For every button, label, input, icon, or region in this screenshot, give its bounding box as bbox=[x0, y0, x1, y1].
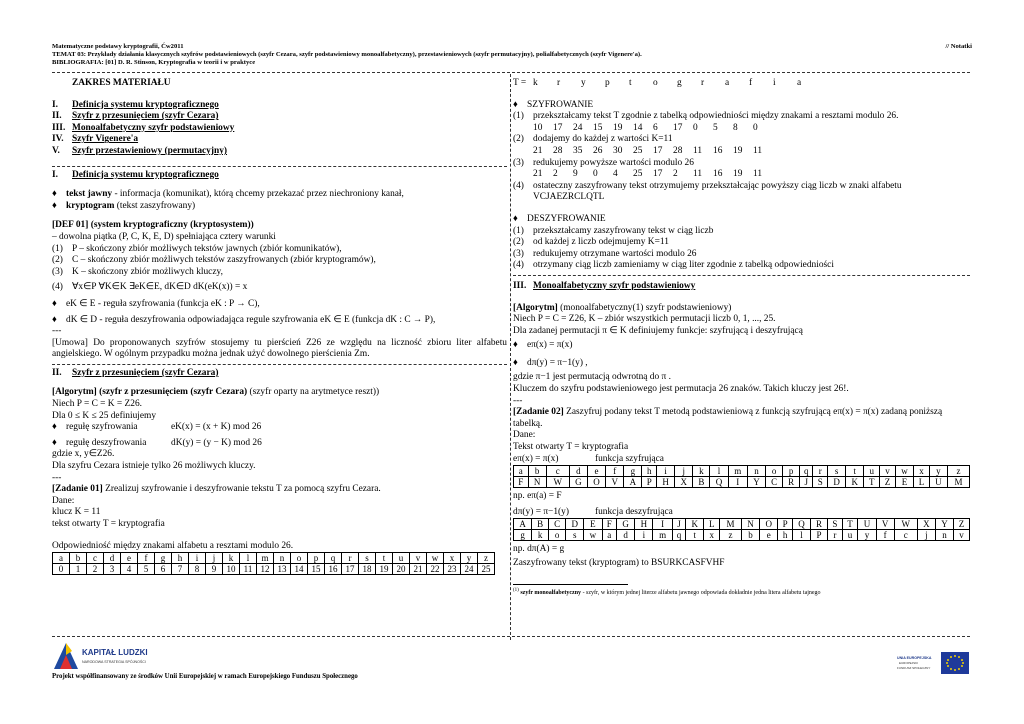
table-cell: 13 bbox=[274, 564, 291, 575]
sequence-value: 26 bbox=[593, 145, 603, 156]
table-cell: o bbox=[291, 553, 308, 564]
section-1-heading: I. Definicja systemu kryptograficznego bbox=[52, 169, 219, 180]
table-cell: X bbox=[917, 519, 935, 530]
table-cell: E bbox=[895, 477, 913, 488]
table-cell: S bbox=[813, 477, 828, 488]
sequence-value: 17 bbox=[553, 122, 563, 133]
table-cell: L bbox=[914, 477, 930, 488]
table-cell: V bbox=[876, 519, 894, 530]
condition-item: (1) P – skończony zbiór możliwych tekstów jawnych (zbiór komunikatów), bbox=[52, 243, 342, 254]
table-cell: j bbox=[675, 466, 693, 477]
table-cell: 2 bbox=[87, 564, 104, 575]
dec-step: (1) przekształcamy zaszyfrowany tekst w ciąg liczb bbox=[513, 225, 714, 236]
table-cell: g bbox=[514, 530, 532, 541]
table-cell: e bbox=[587, 466, 605, 477]
section-2-heading: II. Szyfr z przesunięciem (szyfr Cezara) bbox=[52, 367, 219, 378]
table-cell: o bbox=[549, 530, 566, 541]
sequence-value: 17 bbox=[673, 122, 683, 133]
table-cell: d bbox=[569, 466, 587, 477]
table-cell: O bbox=[760, 519, 778, 530]
table-cell: 19 bbox=[376, 564, 393, 575]
table-cell: P bbox=[778, 519, 793, 530]
table-cell: 24 bbox=[461, 564, 478, 575]
bullet-ciphertext: ♦ kryptogram (tekst zaszyfrowany) bbox=[52, 200, 196, 211]
column-divider bbox=[510, 74, 511, 640]
table-cell: T bbox=[864, 477, 880, 488]
table-cell: Q bbox=[792, 519, 810, 530]
table-cell: 21 bbox=[410, 564, 427, 575]
table-cell: L bbox=[704, 519, 720, 530]
table-cell: b bbox=[70, 553, 87, 564]
table-cell: h bbox=[172, 553, 189, 564]
table-cell: s bbox=[566, 530, 584, 541]
table-cell: 12 bbox=[257, 564, 274, 575]
header-divider bbox=[52, 72, 970, 73]
table-cell: 18 bbox=[359, 564, 376, 575]
caesar-algorithm-title: [Algorytm] (szyfr z przesunięciem (szyfr Cezara) (szyfr oparty na arytmetyce reszt)) bbox=[52, 387, 380, 398]
table-cell: b bbox=[741, 530, 759, 541]
sequence-value: a bbox=[725, 78, 730, 88]
task-1-plaintext: tekst otwarty T = kryptografia bbox=[52, 519, 165, 529]
table-cell: h bbox=[642, 466, 657, 477]
table-cell: X bbox=[675, 477, 693, 488]
table-cell: Z bbox=[954, 519, 970, 530]
eu-sub2: FUNDUSZ SPOŁECZNY bbox=[897, 666, 931, 670]
table-cell: k bbox=[532, 530, 549, 541]
sequence-value: 35 bbox=[573, 145, 583, 156]
ring-remark: [Umowa] Do proponowanych szyfrów stosujemy tu pierścień Z26 ze względu na liczność zbioru liter alfabetu angielskiego. W ogólnym przypadku można jednak użyć dowolnego pierścienia Zm. bbox=[52, 337, 507, 360]
enc-fn-caption: eπ(x) = π(x) funkcja szyfrująca bbox=[513, 453, 664, 464]
table-cell: Y bbox=[747, 477, 765, 488]
right-column bbox=[513, 78, 970, 599]
caesar-where: gdzie x, y∈Z26. bbox=[52, 449, 115, 460]
table-cell: B bbox=[693, 477, 710, 488]
sequence-value: 9 bbox=[573, 169, 578, 180]
table-cell: x bbox=[914, 466, 930, 477]
table-cell: J bbox=[800, 477, 813, 488]
task-1-key: klucz K = 11 bbox=[52, 507, 101, 518]
table-cell: W bbox=[546, 477, 569, 488]
table-cell: 0 bbox=[53, 564, 70, 575]
toc-item: V. Szyfr przestawieniowy (permutacyjny) bbox=[52, 145, 228, 156]
table-cell: u bbox=[842, 530, 858, 541]
separator: --- bbox=[52, 326, 62, 337]
sequence-value: k bbox=[533, 78, 538, 88]
table-cell: W bbox=[894, 519, 917, 530]
footnote: $^{(1)}$ szyfr monoalfabetyczny - szyfr, w którym jednej literze alfabetu jawnego odpowiada dokładnie jedna litera alfabetu tajnego bbox=[513, 587, 821, 596]
table-cell: 9 bbox=[206, 564, 223, 575]
table-cell: q bbox=[672, 530, 685, 541]
table-cell: P bbox=[811, 530, 828, 541]
table-cell: i bbox=[635, 530, 653, 541]
table-cell: r bbox=[828, 530, 843, 541]
mono-algorithm-title: [Algorytm] (monoalfabetyczny(1) szyfr podstawieniowy) bbox=[513, 302, 732, 313]
table-cell: K bbox=[846, 477, 864, 488]
table-cell: M bbox=[947, 477, 969, 488]
decryption-rule: ♦ dK ∈ D - reguła deszyfrowania odpowiadająca regule szyfrowania eK ∈ E (funkcja dK : C → P), bbox=[52, 314, 436, 325]
sequence-value: 11 bbox=[693, 169, 703, 180]
table-cell: f bbox=[606, 466, 624, 477]
table-cell: i bbox=[657, 466, 675, 477]
definition-title: [DEF 01] (system kryptograficzny (kryptosystem)) bbox=[52, 220, 254, 231]
table-cell: r bbox=[342, 553, 359, 564]
table-cell: m bbox=[728, 466, 747, 477]
table-cell: P bbox=[642, 477, 657, 488]
table-cell: j bbox=[917, 530, 935, 541]
table-cell: u bbox=[864, 466, 880, 477]
sequence-value: 6 bbox=[653, 122, 658, 133]
enc-step: (4) ostateczny zaszyfrowany tekst otrzymujemy przekształcając powyższy ciąg liczb w znaki alfabetu bbox=[513, 180, 902, 191]
sequence-value: 19 bbox=[613, 122, 623, 133]
sequence-value: 5 bbox=[713, 122, 718, 133]
task-2-given: Dane: bbox=[513, 430, 536, 441]
table-cell: c bbox=[546, 466, 569, 477]
caesar-keys: Dla szyfru Cezara istnieje tylko 26 możliwych kluczy. bbox=[52, 461, 256, 472]
table-cell: U bbox=[858, 519, 876, 530]
table-cell: s bbox=[828, 466, 846, 477]
table-cell: n bbox=[935, 530, 953, 541]
table-cell: a bbox=[602, 530, 617, 541]
table-cell: c bbox=[894, 530, 917, 541]
table-cell: 16 bbox=[325, 564, 342, 575]
bullet-plaintext: ♦ tekst jawny - informacja (komunikat), którą chcemy przekazać przez niechroniony kanał, bbox=[52, 189, 404, 200]
table-cell: U bbox=[929, 477, 947, 488]
cipher-result: VCJAEZRCLQTL bbox=[533, 192, 605, 203]
table-cell: 25 bbox=[478, 564, 495, 575]
table-cell: v bbox=[410, 553, 427, 564]
caesar-enc-rule: ♦ regułę szyfrowania eK(x) = (x + K) mod 26 bbox=[52, 422, 262, 433]
scope-title: ZAKRES MATERIAŁU bbox=[72, 78, 171, 88]
alphabet-number-table bbox=[52, 552, 495, 575]
sequence-value: a bbox=[797, 78, 802, 88]
sequence-value: 25 bbox=[633, 169, 643, 180]
table-cell: 11 bbox=[240, 564, 257, 575]
table-cell: t bbox=[846, 466, 864, 477]
sequence-value: 0 bbox=[693, 122, 698, 133]
caesar-for: Dla 0 ≤ K ≤ 25 definiujemy bbox=[52, 410, 157, 421]
footer-divider bbox=[52, 636, 970, 637]
sequence-value: 10 bbox=[533, 122, 543, 133]
sequence-value: y bbox=[581, 78, 586, 88]
mono-perm: Dla zadanej permutacji π ∈ K definiujemy funkcje: szyfrującą i deszyfrującą bbox=[513, 325, 803, 336]
table-cell: 15 bbox=[308, 564, 325, 575]
sequence-value: 0 bbox=[753, 122, 758, 133]
table-cell: 5 bbox=[138, 564, 155, 575]
table-cell: x bbox=[444, 553, 461, 564]
table-cell: x bbox=[704, 530, 720, 541]
table-cell: 10 bbox=[223, 564, 240, 575]
table-cell: n bbox=[274, 553, 291, 564]
encryption-permutation-table bbox=[513, 465, 970, 488]
table-cell: y bbox=[858, 530, 876, 541]
table-cell: i bbox=[189, 553, 206, 564]
table-cell: I bbox=[728, 477, 747, 488]
table-cell: N bbox=[741, 519, 759, 530]
correspondence-caption: Odpowiedniość między znakami alfabetu a resztami modulo 26. bbox=[52, 540, 294, 551]
table-cell: A bbox=[624, 477, 642, 488]
table-cell: Q bbox=[710, 477, 728, 488]
table-cell: z bbox=[947, 466, 969, 477]
table-cell: o bbox=[766, 466, 783, 477]
table-cell: 3 bbox=[104, 564, 121, 575]
table-cell: t bbox=[376, 553, 393, 564]
table-cell: 4 bbox=[121, 564, 138, 575]
table-cell: l bbox=[792, 530, 810, 541]
table-cell: k bbox=[693, 466, 710, 477]
task-2-plaintext: Tekst otwarty T = kryptografia bbox=[513, 442, 629, 453]
table-cell: h bbox=[778, 530, 793, 541]
table-cell: 1 bbox=[70, 564, 87, 575]
sequence-value: 30 bbox=[613, 145, 623, 156]
table-cell: a bbox=[514, 466, 529, 477]
table-cell: p bbox=[308, 553, 325, 564]
table-cell: C bbox=[549, 519, 566, 530]
table-cell: d bbox=[617, 530, 635, 541]
mono-let: Niech P = C = Z26, K – zbiór wszystkich permutacji liczb 0, 1, ..., 25. bbox=[513, 314, 776, 325]
dec-step: (3) redukujemy otrzymane wartości modulo 26 bbox=[513, 248, 697, 259]
left-column bbox=[52, 78, 507, 575]
sequence-value: r bbox=[557, 78, 561, 88]
sequence-value: g bbox=[677, 78, 682, 88]
table-cell: e bbox=[760, 530, 778, 541]
sequence-value: 8 bbox=[733, 122, 738, 133]
sequence-value: 2 bbox=[553, 169, 558, 180]
sequence-value: 17 bbox=[653, 145, 663, 156]
sequence-value: 17 bbox=[653, 169, 663, 180]
table-cell: R bbox=[811, 519, 828, 530]
table-cell: r bbox=[813, 466, 828, 477]
separator: --- bbox=[52, 472, 62, 483]
table-cell: y bbox=[461, 553, 478, 564]
number-row bbox=[513, 146, 970, 158]
table-cell: Y bbox=[935, 519, 953, 530]
condition-item: (4) ∀x∈P ∀K∈K ∃eK∈E, dK∈D dK(eK(x)) = x bbox=[52, 282, 248, 293]
table-cell: Z bbox=[880, 477, 896, 488]
table-cell: S bbox=[828, 519, 843, 530]
mono-key-count: Kluczem do szyfru podstawieniowego jest permutacja 26 znaków. Takich kluczy jest 26!. bbox=[513, 384, 849, 395]
table-cell: f bbox=[876, 530, 894, 541]
encryption-heading: ♦ SZYFROWANIE bbox=[513, 99, 594, 110]
table-cell: G bbox=[617, 519, 635, 530]
task-1: [Zadanie 01] Zrealizuj szyfrowanie i deszyfrowanie tekstu T za pomocą szyfru Cezara. bbox=[52, 484, 381, 495]
section-divider bbox=[52, 166, 507, 167]
table-cell: e bbox=[121, 553, 138, 564]
dec-example: np. dπ(A) = g bbox=[513, 544, 565, 555]
toc-item: IV. Szyfr Vigenere'a bbox=[52, 134, 139, 145]
table-cell: s bbox=[359, 553, 376, 564]
sequence-value: 14 bbox=[633, 122, 643, 133]
task-2-result: Zaszyfrowany tekst (kryptogram) to BSURKCASFVHF bbox=[513, 558, 725, 568]
table-cell: A bbox=[514, 519, 532, 530]
course-title: Matematyczne podstawy kryptografii, Ćw2011 bbox=[52, 43, 184, 50]
sequence-value: 24 bbox=[573, 122, 583, 133]
table-cell: v bbox=[880, 466, 896, 477]
table-cell: g bbox=[624, 466, 642, 477]
table-cell: J bbox=[672, 519, 685, 530]
table-cell: D bbox=[566, 519, 584, 530]
table-cell: p bbox=[783, 466, 800, 477]
table-cell: q bbox=[800, 466, 813, 477]
task-2: [Zadanie 02] Zaszyfruj podany tekst T metodą podstawieniową z funkcją szyfrującą eπ(x) = π(x) zadaną poniższą tabelką. bbox=[513, 407, 943, 429]
table-cell: u bbox=[393, 553, 410, 564]
toc-item: III. Monoalfabetyczny szyfr podstawieniowy bbox=[52, 122, 235, 133]
table-cell: g bbox=[155, 553, 172, 564]
sequence-value: 0 bbox=[593, 169, 598, 180]
table-cell: m bbox=[257, 553, 274, 564]
notes-label: // Notatki bbox=[945, 43, 972, 50]
separator: --- bbox=[513, 395, 523, 406]
table-cell: 22 bbox=[427, 564, 444, 575]
eu-logo bbox=[897, 650, 969, 676]
table-cell: D bbox=[828, 477, 846, 488]
sequence-value: 16 bbox=[713, 169, 723, 180]
dec-step: (4) otrzymany ciąg liczb zamieniamy w ciąg liter zgodnie z tabelką odpowiedniości bbox=[513, 260, 834, 271]
sequence-value: f bbox=[749, 78, 753, 88]
section-divider bbox=[52, 364, 507, 365]
eu-title: UNIA EUROPEJSKA bbox=[897, 656, 932, 660]
table-cell: j bbox=[206, 553, 223, 564]
table-cell: 20 bbox=[393, 564, 410, 575]
table-cell: q bbox=[325, 553, 342, 564]
table-cell: K bbox=[686, 519, 704, 530]
toc-item: I. Definicja systemu kryptograficznego bbox=[52, 99, 219, 110]
caesar-dec-rule: ♦ regułę deszyfrowania dK(y) = (y − K) mod 26 bbox=[52, 437, 262, 448]
sequence-value: 11 bbox=[693, 145, 703, 156]
table-cell: N bbox=[528, 477, 546, 488]
enc-step: (3) redukujemy powyższe wartości modulo 26 bbox=[513, 157, 694, 168]
sequence-value: 15 bbox=[593, 122, 603, 133]
table-cell: w bbox=[895, 466, 913, 477]
table-cell: M bbox=[720, 519, 742, 530]
table-cell: R bbox=[783, 477, 800, 488]
plaintext-spread: T = k r y p t o g r a f i a bbox=[513, 78, 970, 90]
sequence-value: 11 bbox=[753, 145, 763, 156]
table-cell: O bbox=[587, 477, 605, 488]
table-cell: t bbox=[686, 530, 704, 541]
sequence-value: r bbox=[701, 78, 705, 88]
table-cell: V bbox=[606, 477, 624, 488]
dec-fn-caption: dπ(y) = π−1(y) funkcja deszyfrująca bbox=[513, 506, 673, 517]
mono-enc-fn: ♦ eπ(x) = π(x) bbox=[513, 340, 573, 351]
table-cell: T bbox=[842, 519, 858, 530]
encryption-rule: ♦ eK ∈ E - reguła szyfrowania (funkcja eK : P → C), bbox=[52, 298, 260, 309]
table-cell: F bbox=[602, 519, 617, 530]
table-cell: l bbox=[710, 466, 728, 477]
sequence-value: t bbox=[629, 78, 632, 88]
definition-intro: – dowolna piątka (P, C, K, E, D) spełniająca cztery warunki bbox=[52, 231, 276, 242]
caesar-let: Niech P = C = K = Z26. bbox=[52, 399, 142, 410]
table-cell: c bbox=[87, 553, 104, 564]
eu-sub1: EUROPEJSKI bbox=[899, 661, 919, 665]
task-1-given: Dane: bbox=[52, 495, 75, 506]
table-cell: 23 bbox=[444, 564, 461, 575]
condition-item: (3) K – skończony zbiór możliwych kluczy, bbox=[52, 266, 223, 277]
table-cell: w bbox=[427, 553, 444, 564]
toc-list bbox=[52, 100, 507, 158]
table-cell: b bbox=[528, 466, 546, 477]
sequence-value: 4 bbox=[613, 169, 618, 180]
sequence-value: o bbox=[653, 78, 658, 88]
table-cell: G bbox=[569, 477, 587, 488]
sequence-value: 19 bbox=[733, 169, 743, 180]
table-cell: v bbox=[954, 530, 970, 541]
table-cell: 17 bbox=[342, 564, 359, 575]
enc-step: (2) dodajemy do każdej z wartości K=11 bbox=[513, 134, 673, 145]
logo-title: KAPITAŁ LUDZKI bbox=[82, 648, 148, 657]
logo-subtitle: NARODOWA STRATEGIA SPÓJNOŚCI bbox=[82, 660, 146, 664]
sequence-value: i bbox=[773, 78, 776, 88]
table-cell: w bbox=[584, 530, 602, 541]
sequence-value: 28 bbox=[553, 145, 563, 156]
sequence-value: 25 bbox=[633, 145, 643, 156]
topic-line: TEMAT 03: Przykłady działania klasycznych szyfrów podstawieniowych (szyfr Cezara, szyfr podstawieniowy monoalfabetyczny), przestawieniowych (szyfr permutacyjny), polialfabetycznych (szyfr Vigenere'a). bbox=[52, 51, 642, 59]
table-cell: z bbox=[720, 530, 742, 541]
mono-dec-fn: ♦ dπ(y) = π−1(y) , bbox=[513, 357, 588, 368]
table-cell: 14 bbox=[291, 564, 308, 575]
sequence-value: 21 bbox=[533, 169, 543, 180]
table-cell: a bbox=[53, 553, 70, 564]
sequence-value: 28 bbox=[673, 145, 683, 156]
toc-item: II. Szyfr z przesunięciem (szyfr Cezara) bbox=[52, 111, 219, 122]
table-cell: 7 bbox=[172, 564, 189, 575]
number-row bbox=[513, 123, 970, 135]
table-cell: E bbox=[584, 519, 602, 530]
enc-step: (1) przekształcamy tekst T zgodnie z tabelką odpowiedniości między znakami a resztami modulo 26. bbox=[513, 111, 899, 122]
kapital-ludzki-logo bbox=[52, 641, 152, 671]
table-cell: I bbox=[653, 519, 672, 530]
table-cell: C bbox=[766, 477, 783, 488]
bibliography-line: BIBLIOGRAFIA: [01] D. R. Stinson, Kryptografia w teorii i w praktyce bbox=[52, 59, 256, 67]
table-cell: H bbox=[657, 477, 675, 488]
table-cell: 6 bbox=[155, 564, 172, 575]
table-cell: F bbox=[514, 477, 529, 488]
table-cell: 8 bbox=[189, 564, 206, 575]
decryption-permutation-table bbox=[513, 518, 970, 541]
table-cell: y bbox=[929, 466, 947, 477]
enc-example: np. eπ(a) = F bbox=[513, 491, 562, 502]
sequence-value: 2 bbox=[673, 169, 678, 180]
dec-step: (2) od każdej z liczb odejmujemy K=11 bbox=[513, 237, 669, 248]
sequence-value: p bbox=[605, 78, 610, 88]
document-header bbox=[52, 43, 972, 68]
table-cell: l bbox=[240, 553, 257, 564]
sequence-value: 16 bbox=[713, 145, 723, 156]
table-cell: d bbox=[104, 553, 121, 564]
table-cell: f bbox=[138, 553, 155, 564]
table-cell: m bbox=[653, 530, 672, 541]
table-cell: n bbox=[747, 466, 765, 477]
sequence-value: 11 bbox=[753, 169, 763, 180]
sequence-value: 21 bbox=[533, 145, 543, 156]
decryption-heading: ♦ DESZYFROWANIE bbox=[513, 213, 606, 224]
mono-inverse: gdzie π−1 jest permutacją odwrotną do π . bbox=[513, 372, 671, 383]
number-row bbox=[513, 169, 970, 181]
section-divider bbox=[513, 275, 970, 276]
section-3-heading: III. Monoalfabetyczny szyfr podstawieniowy bbox=[513, 280, 696, 291]
sequence-value: 19 bbox=[733, 145, 743, 156]
condition-item: (2) C – skończony zbiór możliwych tekstów zaszyfrowanych (zbiór kryptogramów), bbox=[52, 255, 376, 266]
funding-note: Projekt współfinansowany ze środków Unii Europejskiej w ramach Europejskiego Funduszu Społecznego bbox=[52, 673, 358, 680]
table-cell: B bbox=[532, 519, 549, 530]
table-cell: k bbox=[223, 553, 240, 564]
table-cell: z bbox=[478, 553, 495, 564]
table-cell: H bbox=[635, 519, 653, 530]
